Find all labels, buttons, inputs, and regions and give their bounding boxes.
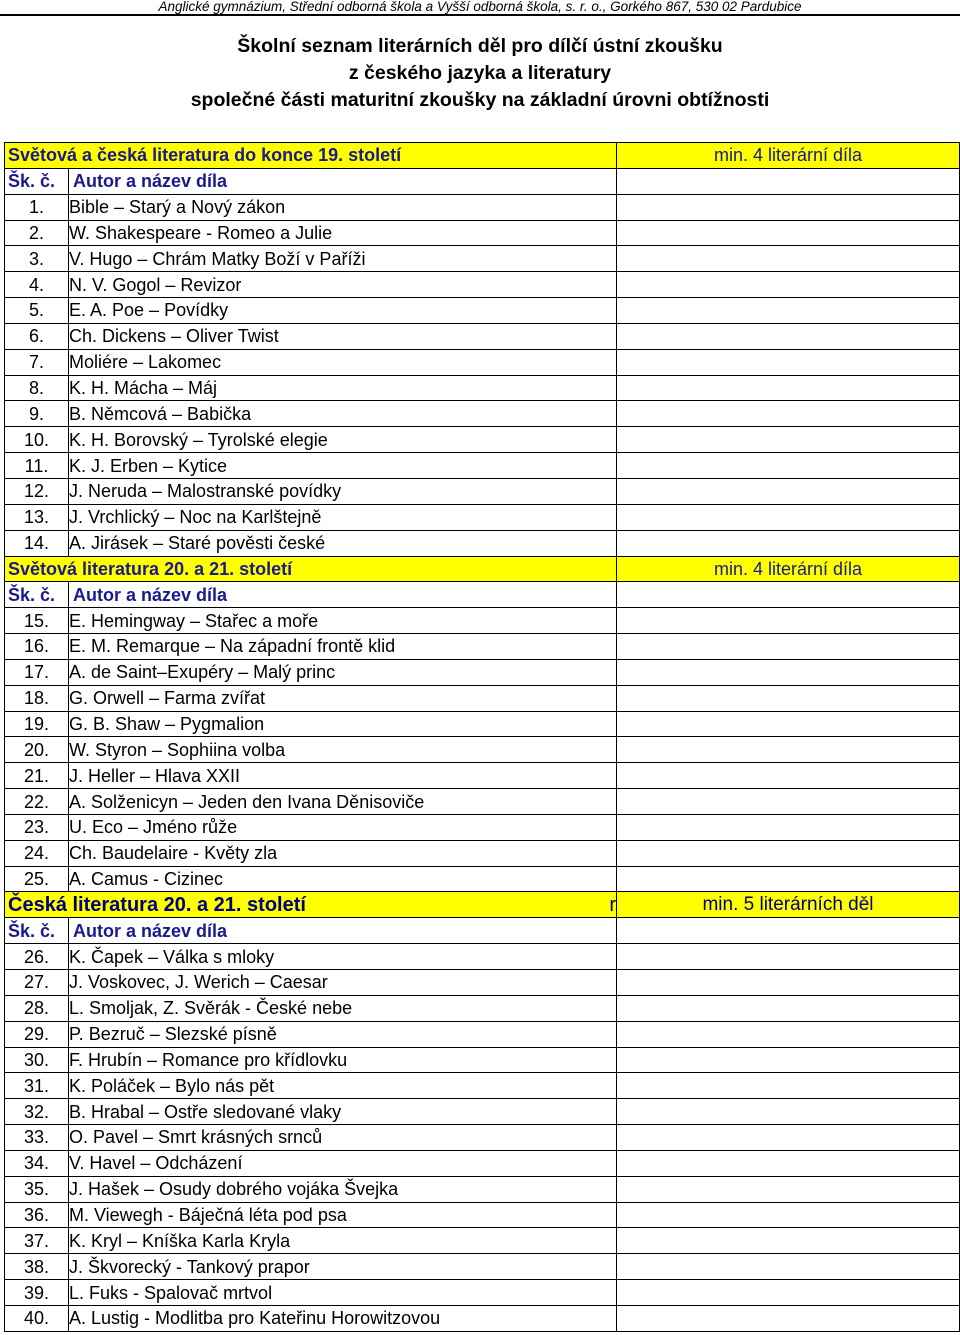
work-title: A. Solženicyn – Jeden den Ivana Děnisoviče: [69, 789, 617, 815]
column-header-row: [5, 168, 960, 194]
document-title-line-3: společné části maturitní zkoušky na základní úrovni obtížnosti: [190, 89, 770, 111]
work-number: 11.: [5, 453, 69, 479]
work-row: [5, 323, 960, 349]
work-note-cell: [617, 659, 960, 685]
work-title: A. Jirásek – Staré pověsti české: [69, 530, 617, 556]
work-title: V. Havel – Odcházení: [69, 1150, 617, 1176]
work-title: Moliére – Lakomec: [69, 349, 617, 375]
work-title: B. Hrabal – Ostře sledované vlaky: [69, 1099, 617, 1125]
work-row: [5, 1073, 960, 1099]
work-note-cell: [617, 323, 960, 349]
work-note-cell: [617, 840, 960, 866]
work-title: Ch. Baudelaire - Květy zla: [69, 840, 617, 866]
work-title: V. Hugo – Chrám Matky Boží v Paříži: [69, 246, 617, 272]
section-row: [5, 556, 960, 582]
work-row: [5, 659, 960, 685]
work-number: 31.: [5, 1073, 69, 1099]
work-note-cell: [617, 272, 960, 298]
work-note-cell: [617, 970, 960, 996]
work-note-cell: [617, 1150, 960, 1176]
work-number: 38.: [5, 1254, 69, 1280]
work-row: [5, 711, 960, 737]
work-row: [5, 1228, 960, 1254]
work-row: [5, 530, 960, 556]
column-header-number: Šk. č.: [5, 582, 69, 608]
work-number: 20.: [5, 737, 69, 763]
work-row: [5, 737, 960, 763]
work-title: L. Smoljak, Z. Svěrák - České nebe: [69, 995, 617, 1021]
work-number: 14.: [5, 530, 69, 556]
work-title: K. J. Erben – Kytice: [69, 453, 617, 479]
section-minimum: min. 4 literární díla: [617, 556, 960, 582]
work-title: K. Poláček – Bylo nás pět: [69, 1073, 617, 1099]
work-title: L. Fuks - Spalovač mrtvol: [69, 1280, 617, 1306]
work-row: [5, 944, 960, 970]
work-title: K. H. Borovský – Tyrolské elegie: [69, 427, 617, 453]
work-number: 2.: [5, 220, 69, 246]
work-row: [5, 220, 960, 246]
work-number: 39.: [5, 1280, 69, 1306]
column-header-work: Autor a název díla: [69, 918, 617, 944]
section-row: [5, 892, 960, 918]
work-row: [5, 272, 960, 298]
work-number: 13.: [5, 504, 69, 530]
work-title: P. Bezruč – Slezské písně: [69, 1021, 617, 1047]
work-number: 32.: [5, 1099, 69, 1125]
column-header-row: [5, 582, 960, 608]
section-title-text: Česká literatura 20. a 21. století: [8, 893, 306, 916]
work-title: E. Hemingway – Stařec a moře: [69, 608, 617, 634]
work-note-cell: [617, 401, 960, 427]
work-title: J. Voskovec, J. Werich – Caesar: [69, 970, 617, 996]
work-number: 12.: [5, 478, 69, 504]
column-header-blank: [617, 918, 960, 944]
work-row: [5, 401, 960, 427]
work-note-cell: [617, 453, 960, 479]
work-row: [5, 1099, 960, 1125]
work-row: [5, 1176, 960, 1202]
work-number: 6.: [5, 323, 69, 349]
column-header-number: Šk. č.: [5, 918, 69, 944]
work-note-cell: [617, 737, 960, 763]
work-title: K. Čapek – Válka s mloky: [69, 944, 617, 970]
work-title: Bible – Starý a Nový zákon: [69, 194, 617, 220]
work-row: [5, 840, 960, 866]
work-row: [5, 685, 960, 711]
section-title-text: Světová literatura 20. a 21. století: [8, 558, 293, 579]
work-number: 24.: [5, 840, 69, 866]
work-row: [5, 866, 960, 892]
work-row: [5, 1280, 960, 1306]
work-note-cell: [617, 1228, 960, 1254]
work-title: A. Lustig - Modlitba pro Kateřinu Horowitzovou: [69, 1305, 617, 1331]
column-header-number: Šk. č.: [5, 168, 69, 194]
work-title: M. Viewegh - Báječná léta pod psa: [69, 1202, 617, 1228]
work-row: [5, 1047, 960, 1073]
work-number: 28.: [5, 995, 69, 1021]
work-number: 15.: [5, 608, 69, 634]
work-number: 1.: [5, 194, 69, 220]
work-row: [5, 298, 960, 324]
work-row: [5, 1305, 960, 1331]
work-note-cell: [617, 349, 960, 375]
work-number: 5.: [5, 298, 69, 324]
section-title: [5, 143, 617, 169]
column-header-blank: [617, 582, 960, 608]
section-title-text: Světová a česká literatura do konce 19. století: [8, 145, 402, 166]
work-number: 27.: [5, 970, 69, 996]
work-number: 3.: [5, 246, 69, 272]
section-title: [5, 892, 617, 918]
work-note-cell: [617, 1202, 960, 1228]
work-row: [5, 970, 960, 996]
work-note-cell: [617, 1073, 960, 1099]
document-title-line-1: Školní seznam literárních děl pro dílčí ústní zkoušku: [237, 35, 723, 57]
work-title: J. Heller – Hlava XXII: [69, 763, 617, 789]
work-note-cell: [617, 504, 960, 530]
work-number: 19.: [5, 711, 69, 737]
work-note-cell: [617, 944, 960, 970]
work-title: K. H. Mácha – Máj: [69, 375, 617, 401]
work-title: A. de Saint–Exupéry – Malý princ: [69, 659, 617, 685]
section-title: [5, 556, 617, 582]
section-minimum: min. 4 literární díla: [617, 143, 960, 169]
work-title: K. Kryl – Kníška Karla Kryla: [69, 1228, 617, 1254]
column-header-work: Autor a název díla: [69, 582, 617, 608]
work-note-cell: [617, 375, 960, 401]
work-row: [5, 814, 960, 840]
work-note-cell: [617, 427, 960, 453]
work-number: 34.: [5, 1150, 69, 1176]
work-number: 33.: [5, 1125, 69, 1151]
work-title: W. Shakespeare - Romeo a Julie: [69, 220, 617, 246]
work-title: J. Škvorecký - Tankový prapor: [69, 1254, 617, 1280]
work-row: [5, 789, 960, 815]
work-number: 26.: [5, 944, 69, 970]
literary-works-table: [4, 142, 960, 1332]
work-row: [5, 995, 960, 1021]
work-number: 22.: [5, 789, 69, 815]
work-title: B. Němcová – Babička: [69, 401, 617, 427]
work-note-cell: [617, 814, 960, 840]
work-title: O. Pavel – Smrt krásných srnců: [69, 1125, 617, 1151]
work-title: N. V. Gogol – Revizor: [69, 272, 617, 298]
work-note-cell: [617, 866, 960, 892]
work-note-cell: [617, 995, 960, 1021]
work-row: [5, 504, 960, 530]
work-note-cell: [617, 1021, 960, 1047]
section-minimum: min. 5 literárních děl: [617, 892, 960, 918]
work-title: E. M. Remarque – Na západní frontě klid: [69, 634, 617, 660]
work-title: J. Hašek – Osudy dobrého vojáka Švejka: [69, 1176, 617, 1202]
work-row: [5, 763, 960, 789]
column-header-blank: [617, 168, 960, 194]
work-note-cell: [617, 298, 960, 324]
work-number: 4.: [5, 272, 69, 298]
school-header: Anglické gymnázium, Střední odborná škola a Vyšší odborná škola, s. r. o., Gorkého 867, 530 02 Pardubice: [158, 0, 802, 14]
work-row: [5, 246, 960, 272]
work-number: 37.: [5, 1228, 69, 1254]
work-number: 10.: [5, 427, 69, 453]
work-title: U. Eco – Jméno růže: [69, 814, 617, 840]
work-note-cell: [617, 1280, 960, 1306]
work-note-cell: [617, 220, 960, 246]
work-row: [5, 194, 960, 220]
work-number: 7.: [5, 349, 69, 375]
work-note-cell: [617, 685, 960, 711]
work-row: [5, 349, 960, 375]
work-number: 8.: [5, 375, 69, 401]
work-note-cell: [617, 1125, 960, 1151]
work-note-cell: [617, 530, 960, 556]
column-header-row: [5, 918, 960, 944]
work-row: [5, 427, 960, 453]
work-title: W. Styron – Sophiina volba: [69, 737, 617, 763]
work-number: 21.: [5, 763, 69, 789]
work-number: 36.: [5, 1202, 69, 1228]
work-number: 25.: [5, 866, 69, 892]
work-row: [5, 608, 960, 634]
work-row: [5, 478, 960, 504]
work-row: [5, 375, 960, 401]
section-title-overflow: r: [609, 893, 616, 916]
work-row: [5, 1202, 960, 1228]
work-note-cell: [617, 1305, 960, 1331]
work-row: [5, 453, 960, 479]
work-number: 23.: [5, 814, 69, 840]
work-note-cell: [617, 763, 960, 789]
work-number: 9.: [5, 401, 69, 427]
work-note-cell: [617, 246, 960, 272]
work-note-cell: [617, 478, 960, 504]
work-title: J. Neruda – Malostranské povídky: [69, 478, 617, 504]
work-number: 17.: [5, 659, 69, 685]
work-number: 35.: [5, 1176, 69, 1202]
work-row: [5, 1021, 960, 1047]
work-title: Ch. Dickens – Oliver Twist: [69, 323, 617, 349]
work-number: 30.: [5, 1047, 69, 1073]
work-note-cell: [617, 634, 960, 660]
work-note-cell: [617, 1099, 960, 1125]
section-row: [5, 143, 960, 169]
work-number: 40.: [5, 1305, 69, 1331]
work-row: [5, 634, 960, 660]
work-title: J. Vrchlický – Noc na Karlštejně: [69, 504, 617, 530]
work-title: A. Camus - Cizinec: [69, 866, 617, 892]
work-note-cell: [617, 194, 960, 220]
work-number: 18.: [5, 685, 69, 711]
header-divider: [0, 14, 960, 16]
work-row: [5, 1125, 960, 1151]
work-title: E. A. Poe – Povídky: [69, 298, 617, 324]
work-note-cell: [617, 608, 960, 634]
work-note-cell: [617, 1254, 960, 1280]
work-note-cell: [617, 711, 960, 737]
work-row: [5, 1254, 960, 1280]
work-title: G. B. Shaw – Pygmalion: [69, 711, 617, 737]
work-row: [5, 1150, 960, 1176]
work-number: 16.: [5, 634, 69, 660]
work-note-cell: [617, 1176, 960, 1202]
work-title: G. Orwell – Farma zvířat: [69, 685, 617, 711]
work-note-cell: [617, 1047, 960, 1073]
document-title-line-2: z českého jazyka a literatury: [348, 62, 612, 84]
work-note-cell: [617, 789, 960, 815]
work-title: F. Hrubín – Romance pro křídlovku: [69, 1047, 617, 1073]
work-number: 29.: [5, 1021, 69, 1047]
column-header-work: Autor a název díla: [69, 168, 617, 194]
